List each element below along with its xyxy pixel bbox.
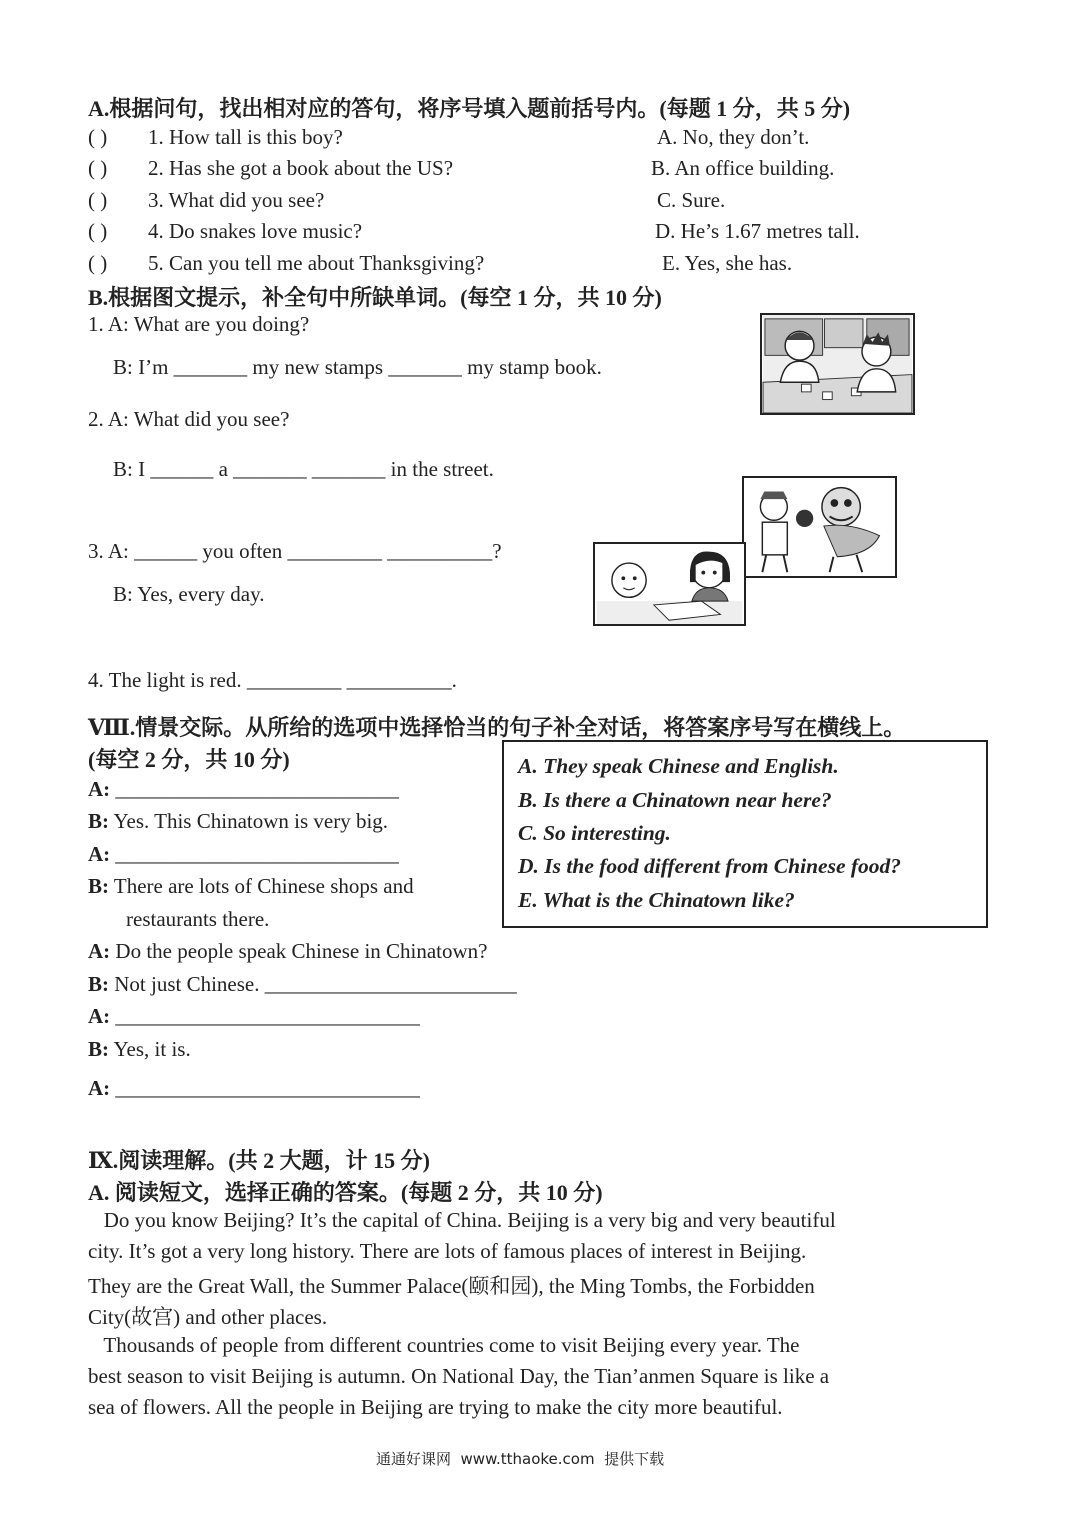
answer-bracket[interactable]: ( ): [88, 219, 108, 243]
option-d: D. Is the food different from Chinese food?: [518, 854, 902, 878]
answer-bracket[interactable]: ( ): [88, 156, 108, 180]
item-1-question: 1. A: What are you doing?: [88, 312, 310, 336]
passage-line: city. It’s got a very long history. There are lots of famous places of interest in Beijing.: [88, 1239, 807, 1263]
answer-blank[interactable]: _____________________________: [110, 1004, 420, 1028]
dialogue-line: A: ___________________________: [88, 777, 399, 801]
dialogue-line: B: Not just Chinese. ________________________: [88, 972, 517, 996]
stamps-cartoon-image: [760, 313, 915, 415]
passage-line: Do you know Beijing? It’s the capital of China. Beijing is a very big and very beautiful: [88, 1208, 836, 1232]
dialogue-line: A: _____________________________: [88, 1004, 420, 1028]
answer-bracket[interactable]: ( ): [88, 251, 108, 275]
option-b: B. Is there a Chinatown near here?: [518, 788, 832, 812]
section-ix-title: Ⅸ.阅读理解。(共 2 大题，计 15 分): [88, 1148, 430, 1173]
footer-text: 通通好课网 www.tthaoke.com 提供下载: [376, 1450, 665, 1468]
item-2-answer[interactable]: B: I ______ a _______ _______ in the street.: [113, 457, 494, 481]
answer-bracket[interactable]: ( ): [88, 188, 108, 212]
answer-option: D. He’s 1.67 metres tall.: [655, 219, 860, 243]
answer-blank[interactable]: ___________________________: [110, 777, 399, 801]
answer-option: C. Sure.: [657, 188, 726, 212]
dialogue-line: A: _____________________________: [88, 1076, 420, 1100]
dialogue-line: B: Yes. This Chinatown is very big.: [88, 809, 389, 833]
item-2-question: 2. A: What did you see?: [88, 407, 290, 431]
item-4-text[interactable]: 4. The light is red. _________ __________.: [88, 668, 457, 692]
dialogue-line: B: Yes, it is.: [88, 1037, 191, 1061]
question-text: 5. Can you tell me about Thanksgiving?: [148, 251, 485, 275]
passage-line: sea of flowers. All the people in Beijing are trying to make the city more beautiful.: [88, 1395, 783, 1419]
answer-option: A. No, they don’t.: [657, 125, 810, 149]
passage-line: City(故宫) and other places.: [88, 1305, 328, 1329]
dialogue-line-continued: restaurants there.: [126, 907, 270, 931]
question-text: 2. Has she got a book about the US?: [148, 156, 454, 180]
question-text: 3. What did you see?: [148, 188, 325, 212]
lion-dance-cartoon-image: [742, 476, 897, 578]
question-text: 1. How tall is this boy?: [148, 125, 343, 149]
answer-blank[interactable]: _____________________________: [110, 1076, 420, 1100]
section-viii-title: Ⅷ.情景交际。从所给的选项中选择恰当的句子补全对话，将答案序号写在横线上。: [88, 715, 906, 740]
item-3-answer: B: Yes, every day.: [113, 582, 265, 606]
item-3-question[interactable]: 3. A: ______ you often _________ __________?: [88, 539, 502, 563]
option-e: E. What is the Chinatown like?: [518, 888, 795, 912]
question-text: 4. Do snakes love music?: [148, 219, 363, 243]
answer-bracket[interactable]: ( ): [88, 125, 108, 149]
dialogue-line: B: There are lots of Chinese shops and: [88, 874, 414, 898]
section-ix-a-title: A. 阅读短文，选择正确的答案。(每题 2 分，共 10 分): [88, 1180, 603, 1205]
options-box: [502, 740, 988, 928]
passage-line: best season to visit Beijing is autumn. On National Day, the Tian’anmen Square is like a: [88, 1364, 830, 1388]
passage-line: Thousands of people from different countries come to visit Beijing every year. The: [88, 1333, 800, 1357]
section-viii-subtitle: (每空 2 分，共 10 分): [88, 747, 290, 772]
item-1-answer[interactable]: B: I’m _______ my new stamps _______ my stamp book.: [113, 355, 602, 379]
section-a-title: A.根据问句，找出相对应的答句，将序号填入题前括号内。(每题 1 分，共 5 分): [88, 96, 851, 121]
answer-option: B. An office building.: [651, 156, 835, 180]
answer-option: E. Yes, she has.: [662, 251, 793, 275]
passage-line: They are the Great Wall, the Summer Palace(颐和园), the Ming Tombs, the Forbidden: [88, 1274, 815, 1298]
answer-blank[interactable]: ___________________________: [110, 842, 399, 866]
answer-blank[interactable]: Not just Chinese. ________________________: [109, 972, 517, 996]
option-c: C. So interesting.: [518, 821, 671, 845]
study-cartoon-image: [593, 542, 746, 626]
dialogue-line: A: ___________________________: [88, 842, 399, 866]
option-a: A. They speak Chinese and English.: [518, 754, 839, 778]
section-b-title: B.根据图文提示，补全句中所缺单词。(每空 1 分，共 10 分): [88, 285, 662, 310]
dialogue-line: A: Do the people speak Chinese in Chinatown?: [88, 939, 488, 963]
